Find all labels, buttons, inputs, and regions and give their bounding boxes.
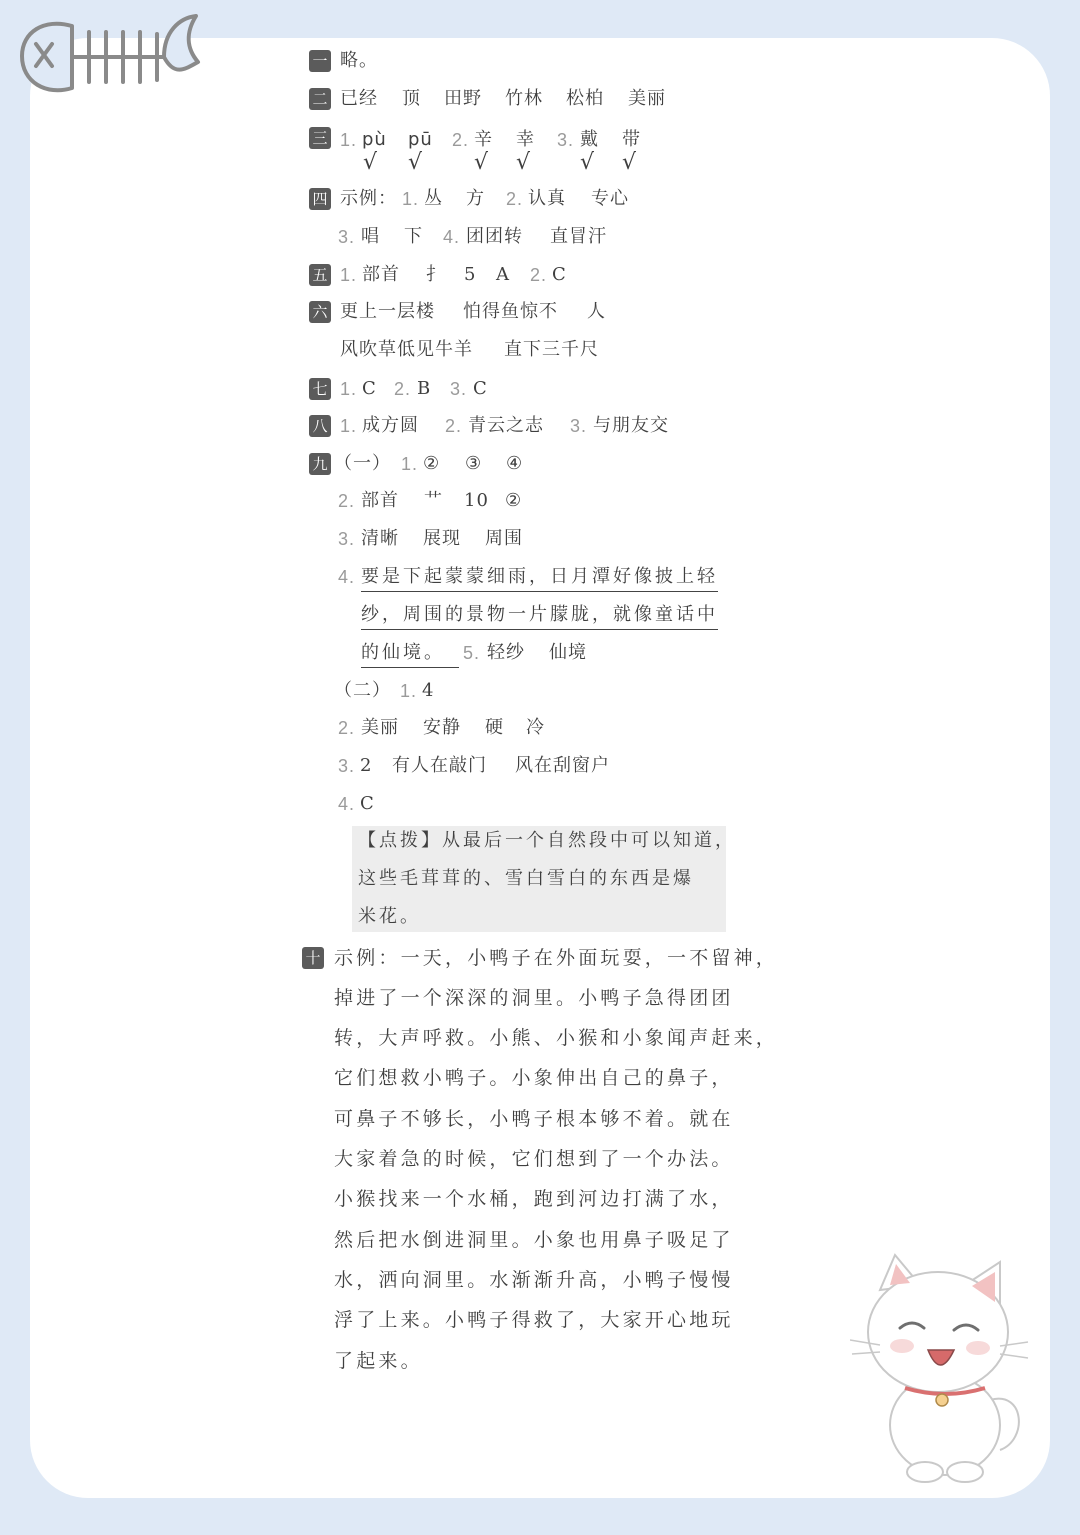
underlined-sentence: 的仙境。 <box>361 641 459 668</box>
word: 部首 <box>362 264 400 285</box>
word: 田野 <box>444 88 482 109</box>
essay-line: 它们想救小鸭子。小象伸出自己的鼻子， <box>334 1067 734 1089</box>
radical: 扌 <box>426 264 445 285</box>
pinyin: pū <box>408 129 433 150</box>
item-number: 2. <box>445 416 463 436</box>
choice: C <box>360 793 375 814</box>
word: 美丽 <box>628 88 666 109</box>
essay-line: 了起来。 <box>334 1350 423 1372</box>
item-number: 2. <box>338 718 356 738</box>
check-mark-icon: √ <box>363 150 378 175</box>
check-mark-icon: √ <box>474 150 489 175</box>
section-badge-9: 九 <box>309 453 331 475</box>
item-number: 3. <box>570 416 588 436</box>
section-badge-7: 七 <box>309 378 331 400</box>
item-number: 1. <box>340 416 358 436</box>
word: 专心 <box>591 188 629 209</box>
word: 竹林 <box>505 88 543 109</box>
char: 下 <box>404 226 423 247</box>
item-number: 2. <box>338 491 356 511</box>
char: 丛 <box>424 188 443 209</box>
essay-line: 转，大声呼救。小熊、小猴和小象闻声赶来， <box>334 1027 779 1049</box>
circled-number: ④ <box>506 453 524 474</box>
item-number: 1. <box>340 379 358 399</box>
item-number: 2. <box>452 130 470 150</box>
word: 直冒汗 <box>550 226 607 247</box>
choice: A <box>496 264 510 285</box>
poem-line: 直下三千尺 <box>504 339 599 360</box>
poem-line: 风吹草低见牛羊 <box>340 339 473 360</box>
char: 唱 <box>361 226 380 247</box>
word: 与朋友交 <box>593 415 669 436</box>
item-number: 5. <box>463 643 481 663</box>
char: 方 <box>466 188 485 209</box>
essay-line: 然后把水倒进洞里。小象也用鼻子吸足了 <box>334 1229 734 1251</box>
item-number: 3. <box>338 529 356 549</box>
essay-line: 可鼻子不够长，小鸭子根本够不着。就在 <box>334 1108 734 1130</box>
word: 展现 <box>423 528 461 549</box>
answer-value: 2 <box>360 755 373 776</box>
poem-line: 人 <box>587 301 606 322</box>
word: 仙境 <box>549 642 587 663</box>
answer-value: 4 <box>422 680 435 701</box>
word: 轻纱 <box>487 642 525 663</box>
check-mark-icon: √ <box>516 150 531 175</box>
stroke-count: 5 <box>464 264 477 285</box>
cat-illustration <box>850 1250 1030 1490</box>
section-badge-5: 五 <box>309 264 331 286</box>
item-number: 3. <box>450 379 468 399</box>
item-number: 2. <box>394 379 412 399</box>
pinyin: pù <box>362 129 387 150</box>
item-number: 4. <box>338 794 356 814</box>
example-label: 示例： <box>340 188 397 209</box>
essay-line: 大家着急的时候，它们想到了一个办法。 <box>334 1148 734 1170</box>
circled-number: ③ <box>465 453 483 474</box>
word: 部首 <box>361 490 399 511</box>
part-label: （一） <box>334 453 391 474</box>
word: 安静 <box>423 717 461 738</box>
word: 团团转 <box>466 226 523 247</box>
underlined-sentence: 要是下起蒙蒙细雨，日月潭好像披上轻 <box>361 565 718 592</box>
char: 幸 <box>516 129 535 150</box>
item-number: 3. <box>338 756 356 776</box>
section-badge-6: 六 <box>309 301 331 323</box>
hint-text: 这些毛茸茸的、雪白雪白的东西是爆 <box>358 868 694 889</box>
word: 认真 <box>528 188 566 209</box>
item-number: 3. <box>557 130 575 150</box>
char: 带 <box>622 129 641 150</box>
choice: C <box>473 378 488 399</box>
word: 清晰 <box>361 528 399 549</box>
poem-line: 怕得鱼惊不 <box>463 301 558 322</box>
word: 冷 <box>526 717 545 738</box>
item-number: 3. <box>338 227 356 247</box>
hint-text: 米花。 <box>358 906 421 927</box>
section-badge-10: 十 <box>302 947 324 969</box>
section-badge-8: 八 <box>309 415 331 437</box>
word: 美丽 <box>361 717 399 738</box>
hint-text: 【点拨】从最后一个自然段中可以知道， <box>358 830 736 851</box>
check-mark-icon: √ <box>622 150 637 175</box>
section-badge-2: 二 <box>309 88 331 110</box>
circled-number: ② <box>505 490 523 511</box>
item-number: 1. <box>402 189 420 209</box>
word: 有人在敲门 <box>392 755 487 776</box>
poem-line: 更上一层楼 <box>340 301 435 322</box>
radical: 艹 <box>424 490 443 511</box>
word: 成方圆 <box>362 415 419 436</box>
circled-number: ② <box>423 453 441 474</box>
item-number: 1. <box>340 130 358 150</box>
word: 硬 <box>485 717 504 738</box>
word: 青云之志 <box>468 415 544 436</box>
essay-line: 示例：一天，小鸭子在外面玩耍，一不留神， <box>334 947 779 969</box>
word: 顶 <box>402 88 421 109</box>
stroke-count: 10 <box>464 490 489 511</box>
item-number: 1. <box>340 265 358 285</box>
essay-line: 小猴找来一个水桶，跑到河边打满了水， <box>334 1188 734 1210</box>
item-number: 1. <box>401 454 419 474</box>
char: 戴 <box>580 129 599 150</box>
answer-text: 略。 <box>340 50 378 71</box>
section-badge-3: 三 <box>309 127 331 149</box>
section-badge-4: 四 <box>309 188 331 210</box>
item-number: 1. <box>400 681 418 701</box>
check-mark-icon: √ <box>408 150 423 175</box>
part-label: （二） <box>334 680 391 701</box>
word: 已经 <box>340 88 378 109</box>
section-badge-1: 一 <box>309 50 331 72</box>
choice: C <box>552 264 567 285</box>
item-number: 4. <box>443 227 461 247</box>
choice: C <box>362 378 377 399</box>
underlined-sentence: 纱，周围的景物一片朦胧，就像童话中 <box>361 603 718 630</box>
char: 辛 <box>474 129 493 150</box>
choice: B <box>417 378 432 399</box>
word: 风在刮窗户 <box>515 755 610 776</box>
item-number: 2. <box>506 189 524 209</box>
fishbone-icon <box>14 10 204 100</box>
essay-line: 掉进了一个深深的洞里。小鸭子急得团团 <box>334 987 734 1009</box>
word: 松柏 <box>566 88 604 109</box>
word: 周围 <box>485 528 523 549</box>
check-mark-icon: √ <box>580 150 595 175</box>
essay-line: 浮了上来。小鸭子得救了，大家开心地玩 <box>334 1309 734 1331</box>
essay-line: 水，洒向洞里。水渐渐升高，小鸭子慢慢 <box>334 1269 734 1291</box>
item-number: 4. <box>338 567 356 587</box>
item-number: 2. <box>530 265 548 285</box>
